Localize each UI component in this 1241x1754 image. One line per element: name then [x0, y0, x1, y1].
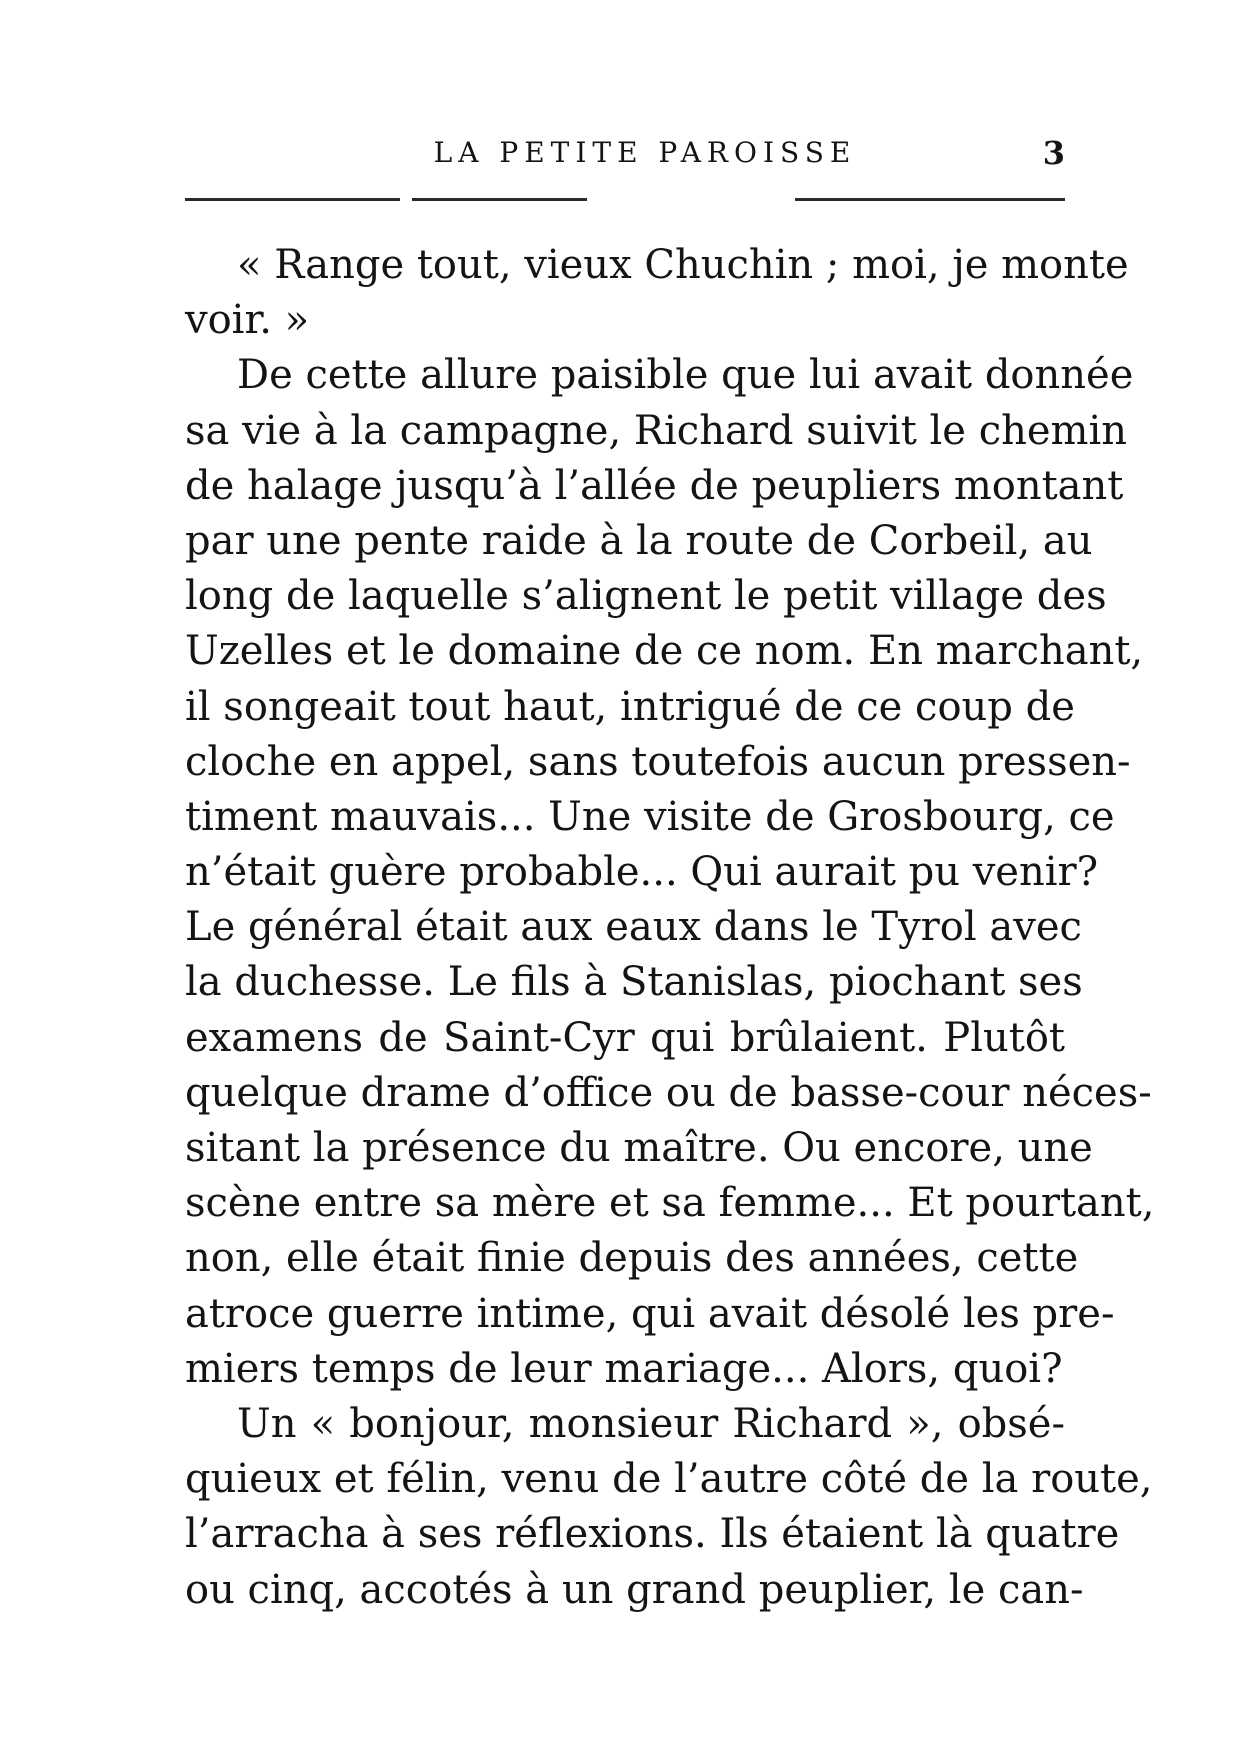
text-line: n’était guère probable... Qui aurait pu venir? — [185, 849, 1099, 896]
running-title: LA PETITE PAROISSE — [433, 136, 857, 169]
text-line: Un « bonjour, monsieur Richard », obsé- — [237, 1400, 1065, 1447]
text-line: l’arracha à ses réflexions. Ils étaient là quatre — [185, 1511, 1120, 1558]
text-line: « Range tout, vieux Chuchin ; moi, je monte — [237, 242, 1129, 288]
text-line: par une pente raide à la route de Corbeil, au — [185, 517, 1093, 564]
text-line: cloche en appel, sans toutefois aucun pressen- — [185, 738, 1131, 785]
text-line: sa vie à la campagne, Richard suivit le chemin — [185, 407, 1128, 454]
page-header — [185, 128, 1065, 178]
header-rule-right — [795, 198, 1065, 201]
text-line: il songeait tout haut, intrigué de ce coup de — [185, 683, 1075, 730]
text-line: De cette allure paisible que lui avait donnée — [237, 352, 1134, 399]
text-line: long de laquelle s’alignent le petit village des — [185, 573, 1107, 620]
text-line: ou cinq, accotés à un grand peuplier, le can- — [185, 1566, 1084, 1613]
text-line: atroce guerre intime, qui avait désolé les pre- — [185, 1290, 1115, 1337]
text-line: de halage jusqu’à l’allée de peupliers montant — [185, 462, 1124, 509]
text-line: sitant la présence du maître. Ou encore, une — [185, 1125, 1093, 1171]
text-line: non, elle était finie depuis des années, cette — [185, 1235, 1079, 1282]
text-line: quieux et félin, venu de l’autre côté de la route, — [185, 1456, 1153, 1503]
text-line: timent mauvais... Une visite de Grosbourg, ce — [185, 793, 1115, 840]
text-line: miers temps de leur mariage... Alors, quoi? — [185, 1345, 1063, 1392]
body-text — [185, 238, 1155, 1618]
header-rule-left — [185, 198, 400, 201]
text-line: voir. » — [185, 297, 310, 344]
page-number: 3 — [1042, 134, 1065, 172]
text-line: examens de Saint-Cyr qui brûlaient. Plutôt — [185, 1014, 1065, 1061]
text-line: Uzelles et le domaine de ce nom. En marchant, — [185, 628, 1144, 675]
text-line: la duchesse. Le fils à Stanislas, piochant ses — [185, 959, 1083, 1006]
text-line: Le général était aux eaux dans le Tyrol avec — [185, 904, 1082, 951]
text-line: scène entre sa mère et sa femme... Et pourtant, — [185, 1180, 1155, 1227]
text-line: quelque drame d’office ou de basse-cour néces- — [185, 1069, 1152, 1116]
header-rule-middle — [412, 198, 587, 201]
